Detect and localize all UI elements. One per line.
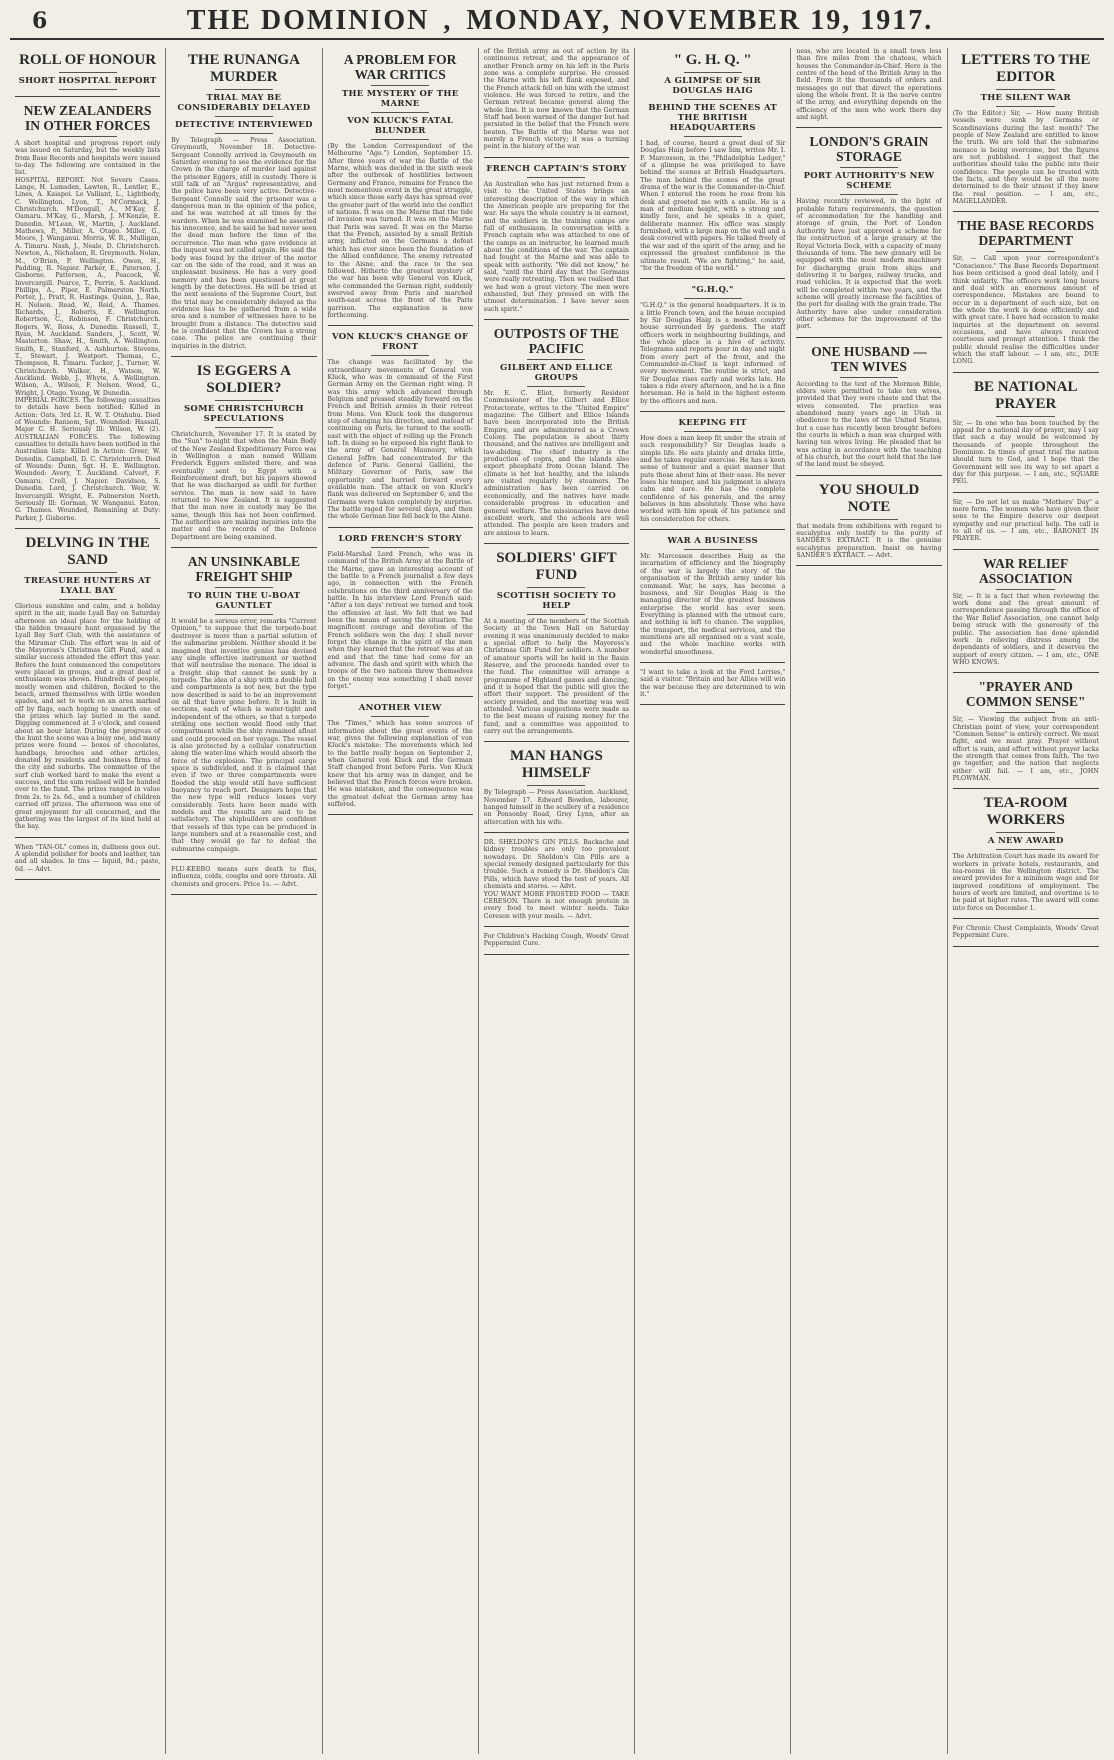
article-g-h-q (640, 285, 785, 412)
article-g-h-q (640, 52, 785, 279)
article-subheading: TO RUIN THE U-BOAT GAUNTLET (187, 591, 301, 612)
article-prayer-and-common-sense (953, 679, 1099, 789)
article-body: Sir, — It is a fact that when reviewing the work done and the great amount of correspondence passing through the office of the War Relief Association, one cannot help being struck with the generosity of the public. The association has done splendid work in relieving distress among the dependants of soldiers, and it deserves the support of every citizen. — I am, etc., ONE WHO KNOWS. (952, 592, 1099, 666)
article-subheading: A NEW AWARD (987, 836, 1064, 847)
article-separator (953, 372, 1099, 373)
article-a-problem-for-war-critics (328, 52, 473, 326)
article-separator (171, 356, 316, 357)
subheading-rule (840, 194, 898, 195)
subheading-rule (59, 599, 117, 600)
issue-date: MONDAY, NOVEMBER 19, 1917. (466, 6, 934, 36)
article-subheading: SCOTTISH SOCIETY TO HELP (496, 590, 617, 611)
article-body: Sir, — Viewing the subject from an anti-Christian point of view, your correspondent "Common Sense" is entirely correct. We must fight, and we must pray. Prayer without effort is vain, and effort without prayer lacks the strength that comes from faith. The two go together, and the nation that neglects either will fail. — I am, etc., JOHN PLOWMAN. (952, 716, 1099, 782)
article-body: Mr. E. C. Eliot, formerly Resident Commissioner of the Gilbert and Ellice Protectorate, writes to the "United Empire" magazine: The Gilbert and Ellice Islands have been incorporated into the British Empire, and are administered as a Crown Colony. The population is about thirty thousand, and the natives are intelligent and law-abiding. The chief industry is the production of copra, and the islands also export phosphate from Ocean Island. The climate is hot but healthy, and the islands are visited regularly by steamers. The administration has been carried on economically, and the natives have made considerable progress in education and general welfare. The missionaries have done excellent work, and the schools are well attended. The people are keen traders and are anxious to learn. (483, 390, 630, 537)
article-heading: ONE HUSBAND — TEN WIVES (811, 343, 927, 374)
article-body: "I want to take a look at the Ford Lorries," said a visitor. "Britain and her Allies will win the war because they are determined to win it." (640, 668, 786, 698)
column-6 (791, 48, 947, 1754)
article-body: A short hospital and progress report only was issued on Saturday, but the weekly lists from Base Records and hospitals were issued to-day. The following are contained in the list. HOSPITAL REPORT. Not Severe Cases. Lange, H. Lumsden, Lawton, R., Lentler, E., Lines, A. Kaiapoi. Le Valliant, L., Lightbody, C. Wellington. Lyon, T., M'Cormack, J. Christchurch. M'Dougall, A., M'Kay, E. Oamaru. M'Kay, G., Marsh, J. M'Kenzie, E. Dunedin. M'Lean, W., Martin, J. Auckland. Mathews, P., Miller, A. Otago. Miller, G., Moore, J. Wanganui. Morris, W. R., Mulligan, A. Timaru. Nash, J., Neale, D. Christchurch. Newton, A., Nicholson, R. Greymouth. Nolan, M., O'Brien, P. Wellington. Owen, H., Padding, R. Napier. Parker, E., Paterson, J. Gisborne. Patterson, A., Peacock, W. Invercargill. Pearce, T., Perrin, S. Auckland. Phillips, A., Piper, E. Palmerston North. Porter, J., Pratt, R. Hastings. Quinn, J., Rae, H. Nelson. Read, W., Reid, A. Thames. Richards, J., Roberts, E. Wellington. Robertson, C., Robinson, F. Christchurch. Rogers, W., Ross, A. Dunedin. Russell, T., Ryan, M. Auckland. Sanders, J., Scott, W. Masterton. Shaw, H., Smith, A. Wellington. Smith, E., Stanford, A. Ashburton. Stevens, T., Stewart, J. Westport. Thomas, C., Thompson, R. Timaru. Tucker, J., Turner, W. Christchurch. Walker, H., Watson, W. Auckland. Webb, J., Whyte, A. Wellington. Wilson, A., Wilson, F. Nelson. Wood, G., Wright, J. Otago. Young, W. Dunedin. IMPERIAL FORCES. The following casualties to details have been notified: Killed in Action: Oats, 3rd Lt. R. W. T. Otahuhu. Died of Wounds: Ransom, Sgt. Wounded: Hassall, Major C. H. Seriously Ill: Wilson, W. (2). AUSTRALIAN FORCES. The following casualties to details have been notified in the Australian lists: Killed in Action: Greer, W. Dunedin. Campbell, D. C. Christchurch. Died of Wounds: Dunn, Sgt. H. E. Wellington. Wounded: Avery, T. Auckland. Calvert, F. Oamaru. Crell, J. Napier. Davidson, S. Dunedin. Lord, J. Christchurch. Weir, W. Invercargill. Wright, E. Palmerston North. Seriously Ill: Gorman, W. Wanganui. Eaton, G. Thames. Wounded, Remaining at Duty: Parker, J. Gisborne. (15, 140, 161, 522)
heading-rule (996, 416, 1055, 417)
subheading-rule (684, 431, 742, 432)
subheading-rule (59, 89, 117, 90)
column-3 (323, 48, 479, 1754)
article-separator (171, 894, 316, 895)
article-separator (640, 662, 785, 663)
article-separator (796, 475, 941, 476)
article-heading: A PROBLEM FOR WAR CRITICS (343, 52, 457, 82)
article-body: At a meeting of the members of the Scottish Society at the Town Hall on Saturday evening it was unanimously decided to make a special effort to help the Mayoress's Christmas Gift Fund for soldiers. A number of amateur sports will be held in the Basin Reserve, and the proceeds handed over to the fund. The committee will arrange a programme of Highland games and dancing, and it is hoped that the public will give the effort their support. The president of the society presided, and the meeting was well attended. Various suggestions were made as to the best means of raising money for the fund, and a committee was appointed to carry out the arrangements. (483, 617, 630, 736)
article-french-captain-s-story (484, 164, 629, 320)
article-separator (953, 549, 1099, 550)
article-body: ness, who are located in a small town less than five miles from the chateau, which houses the Commander-in-Chief. Here is the centre of the head of the British Army in the field. From it the thousands of orders and messages go out that direct the operations along the whole front. It is the nerve centre of the army, and everything depends on the efficiency of the men who work there day and night. (796, 48, 942, 122)
subheading-rule (371, 547, 429, 548)
column-5 (635, 48, 791, 1754)
article-heading: WAR RELIEF ASSOCIATION (978, 555, 1073, 586)
article-body: For Children's Hacking Cough, Woods' Great Peppermint Cure. (483, 932, 630, 948)
article-heading: AN UNSINKABLE FREIGHT SHIP (187, 554, 300, 585)
heading-rule (527, 785, 585, 786)
article-separator (484, 543, 629, 544)
article-body: Sir, — Call upon your correspondent's "Conscience." The Base Records Department has been criticised a good deal lately, and I think unfairly. The officers work long hours and deal with an enormous amount of correspondence. Mistakes are bound to occur in a department of such size, but on the whole the work is done efficiently and with great care. I have had occasion to make inquiries at the department on several occasions, and have always received courteous and prompt attention. I think the public should realise the difficulties under which the staff labour. — I am, etc., DUE LONG. (952, 255, 1099, 366)
heading-rule (215, 400, 273, 401)
subheading-rule (996, 106, 1055, 107)
heading-rule (371, 85, 429, 86)
heading-rule (527, 587, 585, 588)
heading-rule (996, 251, 1055, 252)
article-lord-french-s-story (328, 534, 473, 698)
heading-rule (996, 832, 1055, 833)
article-body: Glorious sunshine and calm, and a holiday spirit in the air, made Lyall Bay on Saturday afternoon an ideal place for the holding of the hidden treasure hunt organised by the Lyall Bay Surf Club, with the assistance of the Miramar Club. The effort was in aid of the Mayoress's Christmas Gift Fund, and a similar success attended the effort this year. Before the hunt commenced the competitors were placed in groups, and a great deal of enthusiasm was shown. Hundreds of people, mostly women and children, flocked to the beach, armed themselves with little wooden spades, and set to work on an area marked off by flags, each hoping to unearth one of the prizes which lay buried in the sand. Digging commenced at 3 o'clock, and ceased about an hour later. During the progress of the hunt the scene was a busy one, and many prizes were found — boxes of chocolates, handbags, brooches and other articles, donated by residents and business firms of the city and suburbs. The committee of the surf club worked hard to make the event a success, and the sum realised will be handed over to the fund. The prizes ranged in value from 2s. to 2s. 6d., and a number of children carried off prizes. The afternoon was one of great enjoyment for all concerned, and the gathering was the largest of its kind held at the bay. (15, 602, 161, 831)
subheading-rule (215, 427, 273, 428)
subheading-rule (527, 177, 585, 178)
heading-rule (59, 72, 117, 73)
article-body: The Arbitration Court has made its award for workers in private hotels, restaurants, and tea-rooms in the Wellington district. The award provides for a minimum wage and for improved conditions of employment. The hours of work are limited, and overtime is to be paid at higher rates. The award will come into force on December 1. (952, 853, 1099, 912)
heading-rule (996, 589, 1055, 590)
article-heading: NEW ZEALANDERS IN OTHER FORCES (23, 103, 152, 133)
article-new-zealanders-in-other-forces (15, 103, 160, 529)
article-separator (328, 325, 473, 326)
article-heading: MAN HANGS HIMSELF (509, 748, 603, 782)
heading-rule (684, 72, 742, 73)
article-body: Sir, — Do not let us make "Mothers' Day" a mere form. The women who have given their sons to the Empire deserve our deepest sympathy and our practical help. The call is to all of us. — I am, etc., BARONET IN PRAYER. (952, 498, 1099, 543)
article-heading: BE NATIONAL PRAYER (973, 378, 1078, 412)
article-separator (953, 672, 1099, 673)
article-subheading: KEEPING FIT (678, 418, 747, 428)
article-subheading: BEHIND THE SCENES AT THE BRITISH HEADQUARTERS (648, 103, 778, 133)
article-the-base-records-department (953, 218, 1099, 372)
article-separator (953, 918, 1099, 919)
article-another-view (328, 703, 473, 815)
article-body: (By the London Correspondent of the Melbourne "Age.") London, September 15. After three years of war the Battle of the Marne, which was decided in the sixth week after the outbreak of hostilities between Germany and France, remains for France the most momentous event in the great struggle, which since those early days has spread over the greater part of the world into the conflict of nations. It was on the Marne that the tide of invasion was turned. It was on the Marne that Paris was saved. It was on the Marne that the French, assisted by a small British army, inflicted on the Germans a defeat which has ever since been the foundation of the Allied confidence. The enemy retreated to the Aisne, and the race to the sea followed. Hitherto the greatest mystery of the war has been why General von Kluck, who commanded the German right, suddenly swerved away from Paris and marched south-east across the front of the Paris garrison. The explanation is now forthcoming. (327, 143, 473, 319)
masthead: 6 THE DOMINION , MONDAY, NOVEMBER 19, 1917. (10, 6, 1104, 40)
article-subheading: VON KLUCK'S FATAL BLUNDER (347, 116, 454, 136)
article-subheading: TRIAL MAY BE CONSIDERABLY DELAYED (177, 93, 311, 113)
article-body: Field-Marshal Lord French, who was in command of the British Army at the Battle of the Marne, gave an interesting account of the battle to a French journalist a few days ago, in connection with the French celebrations on the third anniversary of the battle. In his interview Lord French said: "After a ten days' retreat we turned and took the offensive at last. We felt that we had been the means of saving the situation. The magnificent courage and devotion of the French soldiers won the day. I shall never forget the change in the spirit of the men when they learned that the retreat was at an end and that the time had come for an advance. The dash and spirit with which the troops of the two nations threw themselves on the enemy was something I shall never forget." (327, 550, 473, 690)
article-tea-room-workers (953, 795, 1099, 919)
heading-rule (996, 89, 1055, 90)
subheading-rule (371, 112, 429, 113)
article-separator (953, 946, 1099, 947)
article-subheading: VON KLUCK'S CHANGE OF FRONT (331, 332, 469, 353)
newspaper-title: THE DOMINION (186, 6, 430, 36)
article-body: The change was facilitated by the extraordinary movements of General von Kluck, who was in command of the First German Army on the German right wing. It was this army which advanced through Belgium and pressed steadily forward on the French and British armies in their retreat from Mons. Von Kluck took the dangerous step of changing his direction, and instead of continuing on Paris, he turned to the south-east with the object of rolling up the French left. In doing so he exposed his right flank to the army of General Maunoury, which General Joffre had concentrated for the defence of Paris. General Galliéni, the Military Governor of Paris, saw the opportunity and hurried forward every available man. The attack on von Kluck's flank was delivered on September 6, and the Germans were taken completely by surprise. The battle raged for several days, and then the whole German line fell back to the Aisne. (327, 359, 473, 521)
subheading-rule (527, 386, 585, 387)
article-separator (796, 565, 941, 566)
article-separator (796, 127, 941, 128)
article-you-should-note (796, 482, 941, 567)
article-separator (640, 278, 785, 279)
article-separator (484, 157, 629, 158)
article-subheading: THE MYSTERY OF THE MARNE (341, 89, 459, 109)
article-london-s-grain-storage (796, 134, 941, 337)
article-separator (953, 211, 1099, 212)
article-subheading: DETECTIVE INTERVIEWED (174, 120, 313, 130)
column-4 (479, 48, 635, 1754)
article-separator (953, 788, 1099, 789)
article-body: How does a man keep fit under the strain of such responsibility? Sir Douglas leads a simple life. He eats plainly and drinks little, and he takes regular exercise. He has a keen sense of humour and a quiet manner that puts those about him at their ease. He never loses his temper, and his judgment is always calm and sure. He has the complete confidence of his generals, and the army believes in him absolutely. Those who have worked with him speak of his patience and his consideration for others. (640, 435, 786, 523)
article-soldiers-gift-fund (484, 550, 629, 743)
column-1 (10, 48, 166, 1754)
article-roll-of-honour (15, 52, 160, 97)
heading-rule (840, 519, 898, 520)
article-subheading: SOME CHRISTCHURCH SPECULATIONS (183, 403, 304, 424)
article-heading: ROLL OF HONOUR (19, 52, 157, 68)
article-body: When "TAN-OL" comes in, dullness goes out. A splendid polisher for boots and leather, tan and all shades. In tins — liquid, 9d.; paste, 6d. — Advt. (15, 843, 161, 873)
article-is-eggers-a-soldier (171, 363, 316, 548)
article-continued (15, 844, 160, 880)
article-separator (640, 704, 785, 705)
article-heading: LETTERS TO THE EDITOR (961, 52, 1091, 85)
article-continued (953, 499, 1099, 550)
article-outposts-of-the-pacific (484, 326, 629, 544)
article-separator (484, 319, 629, 320)
column-2 (166, 48, 322, 1754)
article-body: By Telegraph — Press Association. Auckland, November 17. Edward Bowden, labourer, hanged himself in the scullery of a residence on Ponsonby Road, Grey Lynn, after an altercation with his wife. (483, 789, 630, 826)
article-continued (484, 933, 629, 955)
article-separator (640, 411, 785, 412)
heading-rule (840, 167, 898, 168)
article-heading: LONDON'S GRAIN STORAGE (809, 134, 929, 165)
article-subheading: LORD FRENCH'S STORY (338, 533, 462, 544)
newspaper-page (10, 6, 1104, 1754)
heading-rule (215, 89, 273, 90)
subheading-rule (215, 116, 273, 117)
article-separator (328, 527, 473, 528)
article-delving-in-the-sand (15, 535, 160, 838)
article-von-kluck-s-change-of-front (328, 332, 473, 528)
article-body: For Chronic Chest Complaints, Woods' Great Peppermint Cure. (952, 925, 1099, 940)
article-subheading: SHORT HOSPITAL REPORT (18, 76, 157, 86)
article-heading: DELVING IN THE SAND (25, 534, 150, 568)
subheading-rule (684, 549, 742, 550)
article-the-runanga-murder (171, 52, 316, 357)
article-heading: YOU SHOULD NOTE (818, 481, 920, 515)
article-body: DR. SHELDON'S GIN PILLS. Backache and kidney troubles are only too prevalent nowadays. Dr. Sheldon's Gin Pills are a special remedy designed particularly for this trouble. Such a remedy is Dr. Sheldon's Gin Pills, which have stood the test of years. All chemists and stores. — Advt. YOU WANT MORE FROSTED FOOD — TAKE CERESON. There is not enough protein in every food to meet winter needs. Take Cereson with your meals. — Advt. (483, 839, 630, 920)
article-war-a-business (640, 536, 785, 663)
subheading-rule (215, 133, 273, 134)
article-continued (953, 925, 1099, 947)
article-subheading: THE SILENT WAR (980, 93, 1071, 103)
article-war-relief-association (953, 556, 1099, 673)
article-subheading: PORT AUTHORITY'S NEW SCHEME (803, 171, 935, 192)
article-continued (484, 839, 629, 927)
article-heading: "PRAYER AND COMMON SENSE" (965, 679, 1086, 710)
article-body: I had, of course, heard a great deal of Sir Douglas Haig before I saw him, writes Mr. I. F. Marcosson, in the "Philadelphia Ledger," of a glimpse he was privileged to have behind the scenes at British Headquarters. The man behind the scenes of the great drama of the war is the Commander-in-Chief. When I entered the room he rose from his desk and greeted me with a smile. He is a man of medium height, with a strong and kindly face, and he speaks in a quiet, deliberate manner. His office was simply furnished, with a large map on the wall and a desk covered with papers. He talked freely of the war and of the spirit of the army, and he expressed the greatest confidence in the ultimate result. "We are fighting," he said, "for the freedom of the world." (640, 140, 786, 272)
subheading-rule (215, 614, 273, 615)
heading-rule (527, 359, 585, 360)
subheading-rule (684, 99, 742, 100)
article-heading: TEA-ROOM WORKERS (983, 795, 1068, 829)
article-body: According to the text of the Mormon Bible, elders were permitted to take ten wives, provided that they were chaste and that the wives consented. The practice was abandoned many years ago in Utah in obedience to the laws of the United States, but a case has recently been brought before the courts in which a man was charged with having ten wives living. He pleaded that he was acting in accordance with the teaching of his church, but the court held that the law of the land must be obeyed. (796, 380, 942, 469)
article-be-national-prayer (953, 379, 1099, 493)
article-separator (15, 528, 160, 529)
article-body: Mr. Marcosson describes Haig as the incarnation of efficiency and the biography of the war is largely the story of the organisation of the British army under his command. War, he says, has become a business, and Sir Douglas Haig is the managing director of the greatest business enterprise the world has ever seen. Everything is planned with the utmost care, and nothing is left to chance. The supplies, the transport, the medical services, and the munitions are all organised on a vast scale, and the whole machine works with wonderful smoothness. (640, 553, 786, 656)
article-continued (171, 866, 316, 895)
article-subheading: ANOTHER VIEW (358, 703, 442, 714)
article-heading: " G. H. Q. " (673, 52, 752, 68)
subheading-rule (996, 849, 1055, 850)
article-continued (796, 48, 941, 128)
article-body: Having recently reviewed, in the light of probable future requirements, the question of accommodation for the handling and storage of grain, the Port of London Authority have just approved a scheme for the construction of a large granary at the Royal Victoria Dock, with a capacity of many thousands of tons. The new granary will be equipped with the most modern machinery for discharging grain from ships and delivering it to barges, railway trucks, and road vehicles. It is expected that the work will be completed within two years, and the scheme will greatly increase the facilities of the port for dealing with the grain trade. The Authority have also under consideration other schemes for the improvement of the port. (796, 198, 942, 331)
page-number: 6 (32, 8, 48, 34)
heading-rule (215, 587, 273, 588)
subheading-rule (527, 614, 585, 615)
heading-rule (59, 136, 117, 137)
heading-rule (996, 712, 1055, 713)
article-subheading: WAR A BUSINESS (667, 536, 758, 547)
article-body: Christchurch, November 17. It is stated by the "Sun" to-night that when the Main Body of the New Zealand Expeditionary Force was in Wellington a man named William Frederick Eggers enlisted there, and was eventually sent to Egypt with a Reinforcement draft, but his papers showed that he was discharged as unfit for further service. The man is now said to have returned to New Zealand. It is suggested that the man now in custody may be the same, though this has not been confirmed. The authorities are making inquiries into the matter and the records of the Defence Department are being examined. (171, 430, 317, 541)
article-body: "G.H.Q." is the general headquarters. It is in a little French town, and the house occupied by Sir Douglas Haig is a modest country house surrounded by gardens. The staff officers work in neighbouring buildings, and the whole place is a hive of activity. Telegrams and reports pour in day and night from every part of the front, and the Commander-in-Chief is kept informed of every movement. The routine is strict, and Sir Douglas rises early and works late. He takes a ride every afternoon, and he is a fine horseman. He is held in the highest esteem by the officers and men. (640, 302, 786, 405)
article-body: of the British army as out of action by its continuous retreat, and the appearance of another French army on his left in the Paris zone was a complete surprise. He crossed the Marne with his left flank exposed, and the French attack fell on him with the utmost violence. He was forced to retire, and the German retreat became general along the whole line. It is now known that the German Staff had been warned of the danger but had persisted in the belief that the French were beaten. The Battle of the Marne was not merely a French victory; it was a turning point in the history of the war. (483, 48, 630, 151)
subheading-rule (684, 298, 742, 299)
article-subheading: A GLIMPSE OF SIR DOUGLAS HAIG (664, 76, 761, 96)
heading-rule (840, 377, 898, 378)
article-separator (484, 832, 629, 833)
article-body: An Australian who has just returned from a visit to the United States brings an interesting description of the way in which the American people are preparing for the war. He says the whole country is in earnest, and the soldiers in the training camps are full of enthusiasm. In conversation with a French captain who was attached to one of the camps as an instructor, he learned much about the conditions of the war. The captain had fought at the Marne and was able to speak with authority. "We did not know," he said, "until the third day that the Germans were really retreating. Then we realised that we had won a great victory. The men were exhausted, but they pressed on with the utmost determination. I have never seen such spirit." (483, 180, 630, 313)
subheading-rule (684, 136, 742, 137)
article-body: (To the Editor.) Sir, — How many British vessels were sunk by Germans or Scandinavians during the last month? The people of New Zealand are entitled to know the truth. We are told that the submarine menace is being overcome, but the figures are not published. I suggest that the authorities should take the public into their confidence. The people can be trusted with the facts, and they would be all the more determined to do their utmost if they knew the real position. — I am, etc., MAGELLANDER. (952, 110, 1099, 206)
article-separator (484, 926, 629, 927)
article-body: The "Times," which has some sources of information about the great events of the war, gives the following explanation of von Kluck's mistake: The movements which led to the battle really began on September 2, when General von Kluck and the German Staff changed front before Paris. Von Kluck knew that his army was in danger, and he believed that the French forces were broken. He was mistaken, and the consequence was the greatest defeat the German army has suffered. (327, 720, 473, 809)
article-body: By Telegraph — Press Association. Greymouth, November 18. Detective-Sergeant Connolly arrived in Greymouth on Saturday evening to see the evidence for the Crown in the charge of murder laid against the prisoner Eggers, still in custody. There is still talk of an "Argus" representative, and the police have been very active. Detective-Sergeant Connolly said the prisoner was a dangerous man in the opinion of the police, and he was watched at all times by the warders. When he was examined he asserted his innocence, and he said he had never seen the dead man before the time of the occurrence. The man who gave evidence at the inquest was not called again. He said the body was found by the driver of the motor car on the side of the road, and it was an unpleasant business. He has a very good memory and has been questioned at great length by the detectives. He will be tried at the next sessions of the Supreme Court, but the trial may be considerably delayed as the evidence has to be gathered from a wide area and a number of witnesses have to be brought from a distance. The detective said he is confident that the Crown has a strong case. The police are continuing their inquiries in the district. (171, 137, 317, 350)
article-subheading: FRENCH CAPTAIN'S STORY (486, 163, 627, 174)
article-heading: SOLDIERS' GIFT FUND (496, 549, 617, 583)
article-subheading: GILBERT AND ELLICE GROUPS (500, 363, 613, 383)
article-separator (328, 696, 473, 697)
heading-rule (59, 572, 117, 573)
article-man-hangs-himself (484, 748, 629, 833)
article-separator (484, 741, 629, 742)
subheading-rule (371, 355, 429, 356)
article-subheading: TREASURE HUNTERS AT LYALL BAY (24, 575, 152, 596)
article-body: FLU-KEEBO means sure death to flus, influenza, colds, coughs and sore throats. All chemists and grocers. Price 1s. — Advt. (171, 866, 317, 888)
article-separator (15, 837, 160, 838)
article-an-unsinkable-freight-ship (171, 554, 316, 860)
article-separator (171, 547, 316, 548)
article-body: Sir, — In one who has been touched by the appeal for a national day of prayer, may I say that such a day would be welcomed by thousands of people throughout the Dominion. In times of great trial the nation should turn to God, and I hope that the Government will see its way to set apart a day for this purpose. — I am, etc., SQUARE PEG. (952, 419, 1099, 486)
subheading-rule (371, 139, 429, 140)
subheading-rule (371, 716, 429, 717)
article-separator (953, 492, 1099, 493)
article-separator (328, 814, 473, 815)
article-heading: THE BASE RECORDS DEPARTMENT (957, 218, 1094, 249)
article-keeping-fit (640, 418, 785, 530)
article-separator (484, 954, 629, 955)
article-continued (484, 48, 629, 158)
article-one-husband-ten-wives (796, 344, 941, 476)
article-continued (640, 669, 785, 705)
article-separator (15, 96, 160, 97)
article-separator (640, 529, 785, 530)
columns (10, 48, 1104, 1754)
article-subheading: "G.H.Q." (691, 285, 734, 296)
article-heading: IS EGGERS A SOLDIER? (196, 362, 291, 396)
article-separator (15, 879, 160, 880)
article-heading: OUTPOSTS OF THE PACIFIC (493, 326, 620, 356)
article-letters-to-the-editor (953, 52, 1099, 212)
article-body: that medals from exhibitions with regard to eucalyptus only testify to the purity of SANDER'S EXTRACT. It is the genuine eucalyptus preparation. Insist on having SANDER'S EXTRACT. — Advt. (796, 522, 942, 560)
article-separator (796, 337, 941, 338)
article-separator (171, 859, 316, 860)
article-body: It would be a serious error, remarks "Current Opinion," to suppose that the torpedo-boat destroyer is more than a partial solution of the submarine problem. Neither should it be imagined that inventive genius has devised any single effective instrument or method that will neutralise the menace. The ideal is a freight ship that cannot be sunk by a torpedo. The idea of a ship with a double hull and compartments is not new, but the type now described is said to be an improvement on all that have gone before. It is built in sections, each of which is water-tight and independent of the others, so that a torpedo striking one section would flood only that compartment while the ship remained afloat and could proceed on her voyage. The vessel is also protected by a cellular construction along the water-line which would absorb the force of the explosion. The principal cargo space is subdivided, and it is claimed that even if two or three compartments were flooded the ship would still have sufficient buoyancy to reach port. Designers hope that the new type will reduce losses very considerably. Tests have been made with models and the results are said to be satisfactory. The shipbuilders are confident that vessels of this type can be produced in large numbers and at a reasonable cost, and that they would go far to defeat the submarine campaign. (171, 618, 317, 853)
column-7 (948, 48, 1104, 1754)
article-heading: THE RUNANGA MURDER (187, 52, 300, 85)
